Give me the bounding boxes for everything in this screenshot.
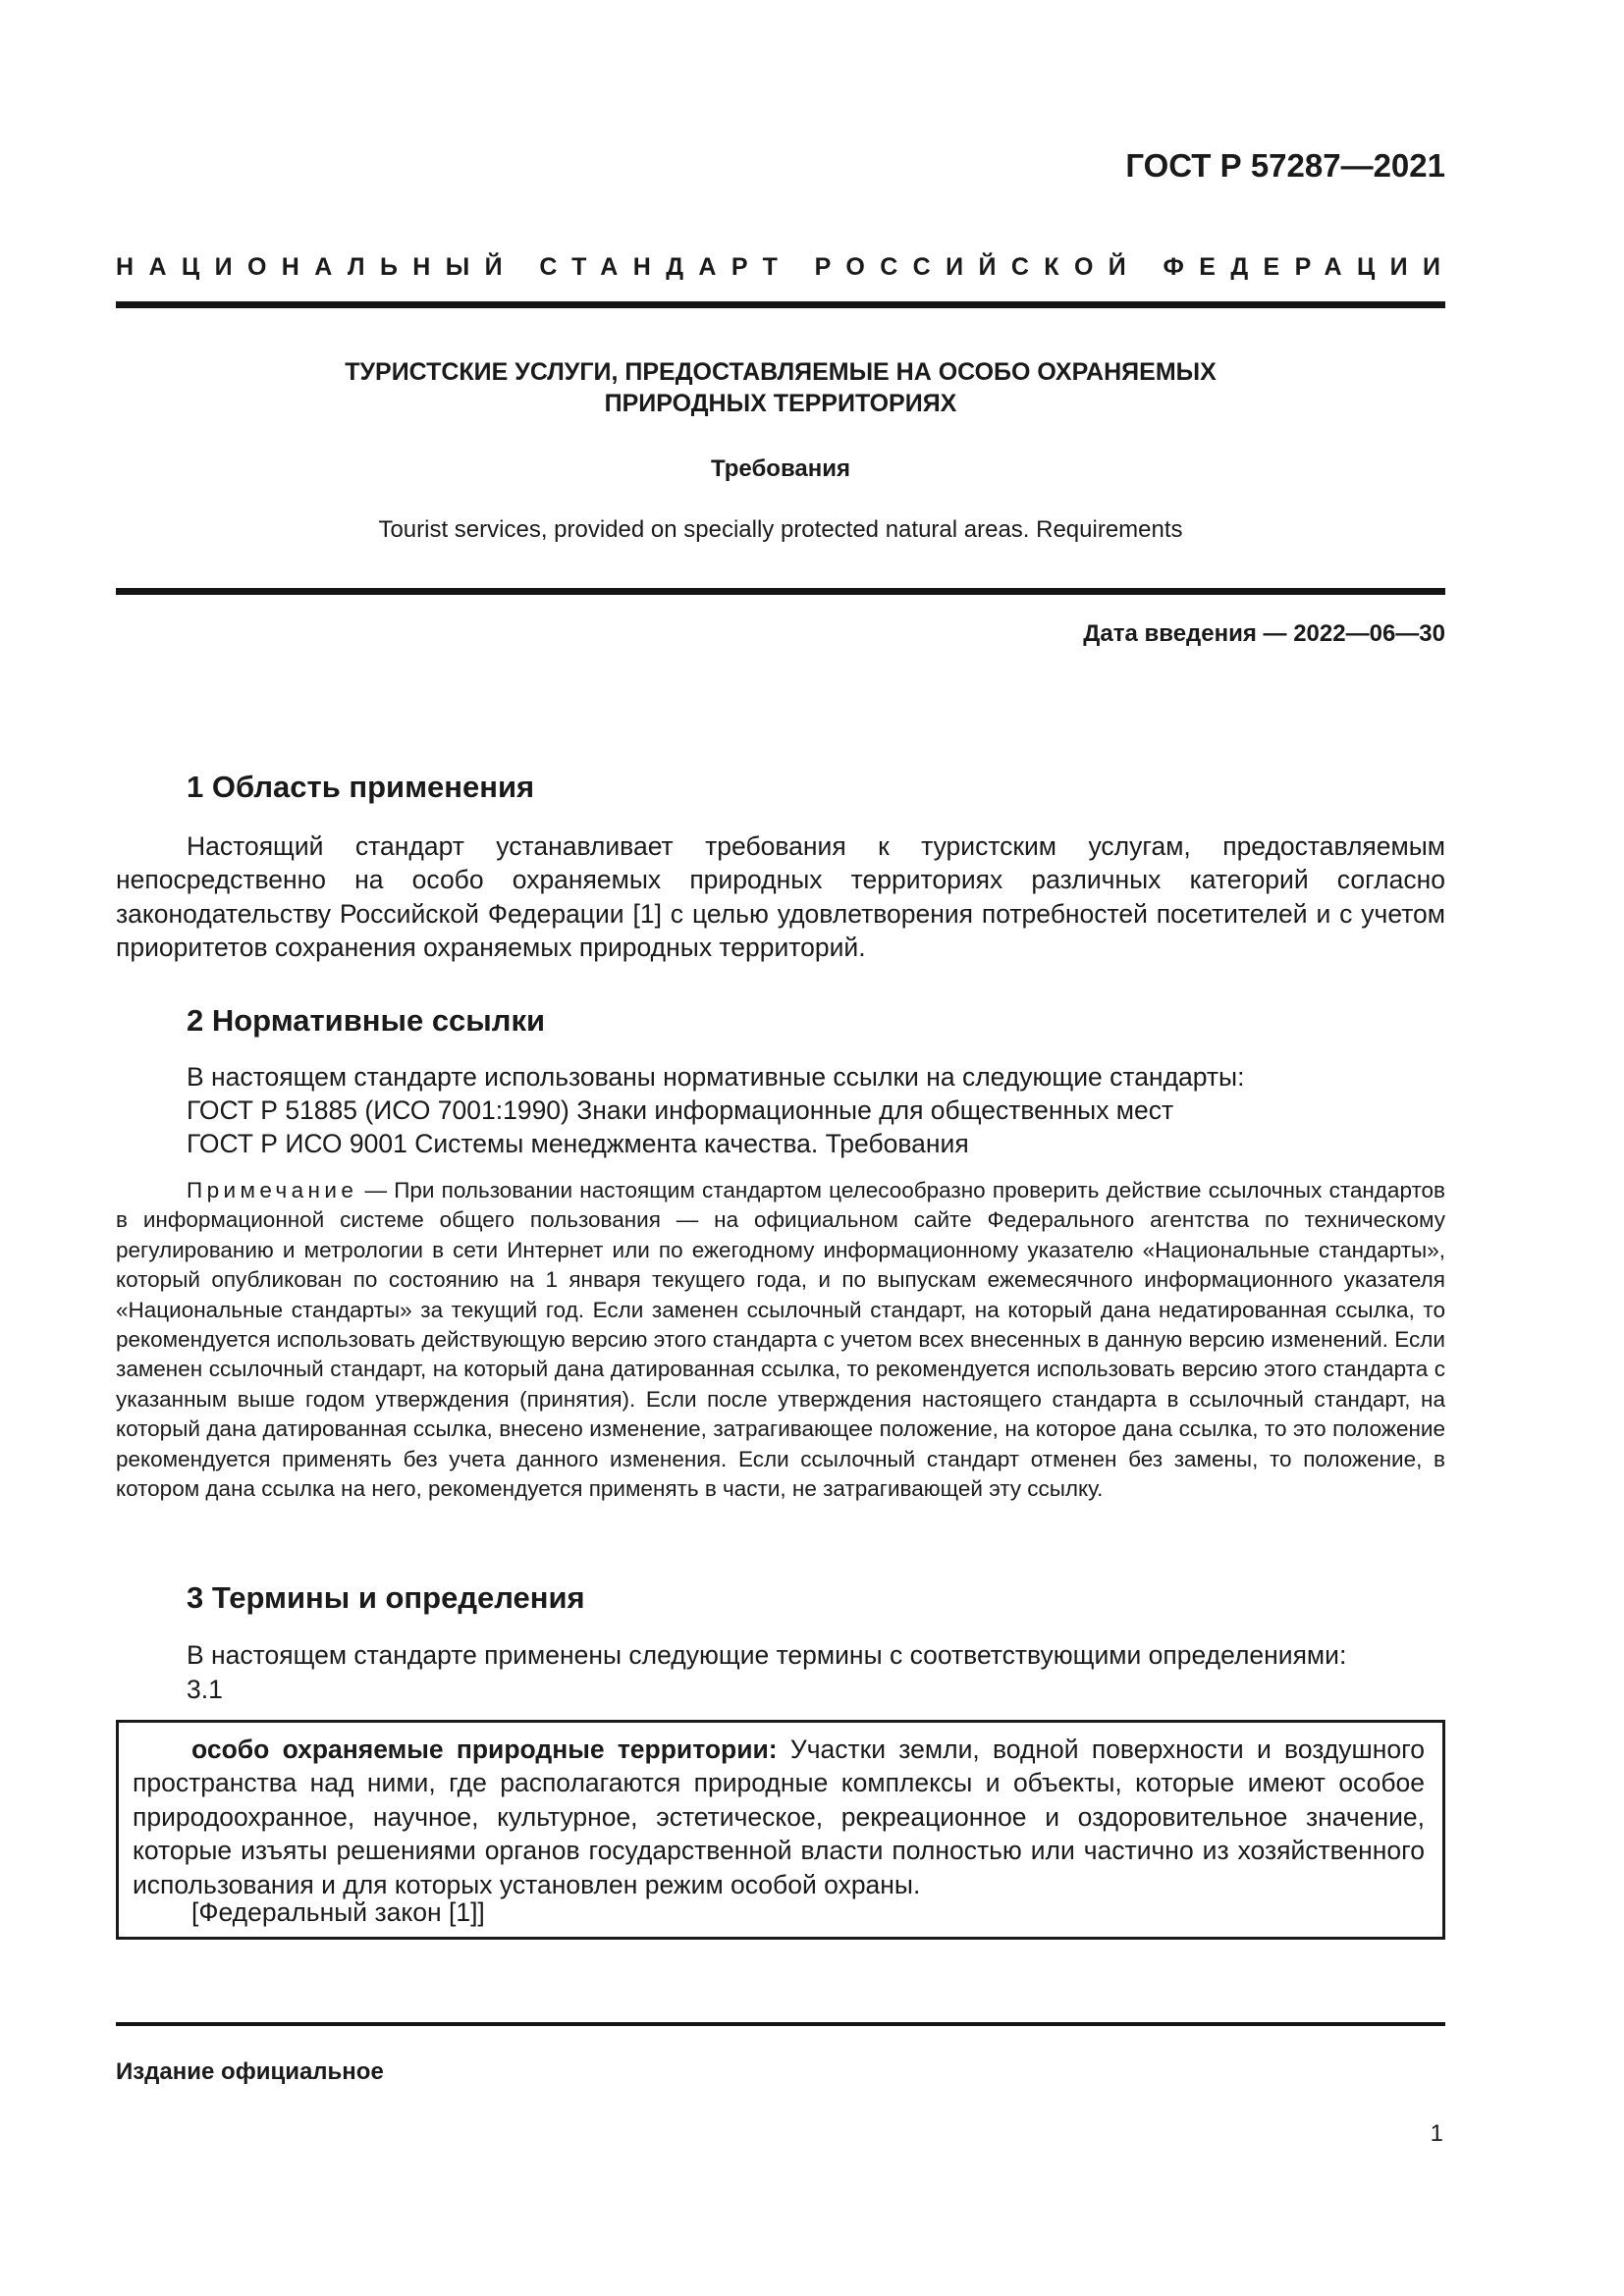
gost-code: ГОСТ Р 57287—2021 bbox=[1125, 147, 1445, 184]
section-1-heading: 1 Область применения bbox=[187, 770, 535, 804]
document-title bbox=[116, 356, 1445, 419]
reference-item: ГОСТ Р 51885 (ИСО 7001:1990) Знаки информационные для общественных мест bbox=[187, 1095, 1174, 1125]
term-definition-box bbox=[116, 1720, 1445, 1940]
page-number: 1 bbox=[1430, 2120, 1443, 2147]
english-title: Tourist services, provided on specially protected natural areas. Requirements bbox=[378, 516, 1183, 543]
section-1-body bbox=[116, 829, 1445, 965]
introduction-date: Дата введения — 2022—06—30 bbox=[1083, 620, 1445, 647]
term-name: особо охраняемые природные территории: bbox=[191, 1735, 778, 1764]
title-line-2: ПРИРОДНЫХ ТЕРРИТОРИЯХ bbox=[604, 390, 957, 417]
section-2-heading: 2 Нормативные ссылки bbox=[187, 1003, 546, 1038]
term-number: 3.1 bbox=[187, 1675, 223, 1704]
section-3-intro: В настоящем стандарте применены следующие термины с соответствующими определениями: bbox=[187, 1640, 1347, 1670]
title-divider bbox=[116, 588, 1445, 595]
reference-item: ГОСТ Р ИСО 9001 Системы менеджмента качества. Требования bbox=[187, 1129, 969, 1158]
term-source: [Федеральный закон [1]] bbox=[191, 1897, 485, 1927]
top-divider bbox=[116, 301, 1445, 308]
note-label: Примечание bbox=[187, 1178, 358, 1202]
section-2-note bbox=[116, 1176, 1445, 1504]
title-line-1: ТУРИСТСКИЕ УСЛУГИ, ПРЕДОСТАВЛЯЕМЫЕ НА ОСОБО ОХРАНЯЕМЫХ bbox=[345, 358, 1217, 386]
footer-divider bbox=[116, 2022, 1445, 2026]
section-2-intro: В настоящем стандарте использованы нормативные ссылки на следующие стандарты: bbox=[187, 1062, 1245, 1092]
document-subtitle: Требования bbox=[711, 455, 850, 482]
note-text: — При пользовании настоящим стандартом целесообразно проверить действие ссылочных стандартов в информационной системе общего пользования — на официальном сайте Федерального агентства по техническому регулированию и метрологии в сети Интернет или по ежегодному информационному указателю «Национальные стандарты», который опубликован по состоянию на 1 января текущего года, и по выпускам ежемесячного информационного указателя «Национальные стандарты» за текущий год. Если заменен ссылочный стандарт, на который дана недатированная ссылка, то рекомендуется использовать действующую версию этого стандарта с учетом всех внесенных в данную версию изменений. Если заменен ссылочный стандарт, на который дана датированная ссылка, то рекомендуется использовать версию этого стандарта с указанным выше годом утверждения (принятия). Если после утверждения настоящего стандарта в ссылочный стандарт, на который дана датированная ссылка, внесено изменение, затрагивающее положение, на которое дана ссылка, то это положение рекомендуется применять без учета данного изменения. Если ссылочный стандарт отменен без замены, то положение, в котором дана ссылка на него, рекомендуется применять в части, не затрагивающей эту ссылку. bbox=[116, 1178, 1445, 1502]
term-definition bbox=[133, 1733, 1425, 1901]
national-standard-banner: НАЦИОНАЛЬНЫЙ СТАНДАРТ РОССИЙСКОЙ ФЕДЕРАЦИИ bbox=[116, 253, 1456, 281]
section-3-heading: 3 Термины и определения bbox=[187, 1580, 585, 1615]
official-edition-label: Издание официальное bbox=[116, 2058, 384, 2085]
section-1-paragraph: Настоящий стандарт устанавливает требования к туристским услугам, предоставляемым непосредственно на особо охраняемых природных территориях различных категорий согласно законодательству Российской Федерации [1] с целью удовлетворения потребностей посетителей и с учетом приоритетов сохранения охраняемых природных территорий. bbox=[116, 831, 1445, 963]
term-definition-text: Участки земли, водной поверхности и воздушного пространства над ними, где располагаются природные комплексы и объекты, которые имеют особое природоохранное, научное, культурное, эстетическое, рекреационное и оздоровительное значение, которые изъяты решениями органов государственной власти полностью или частично из хозяйственного использования и для которых установлен режим особой охраны. bbox=[133, 1735, 1425, 1899]
